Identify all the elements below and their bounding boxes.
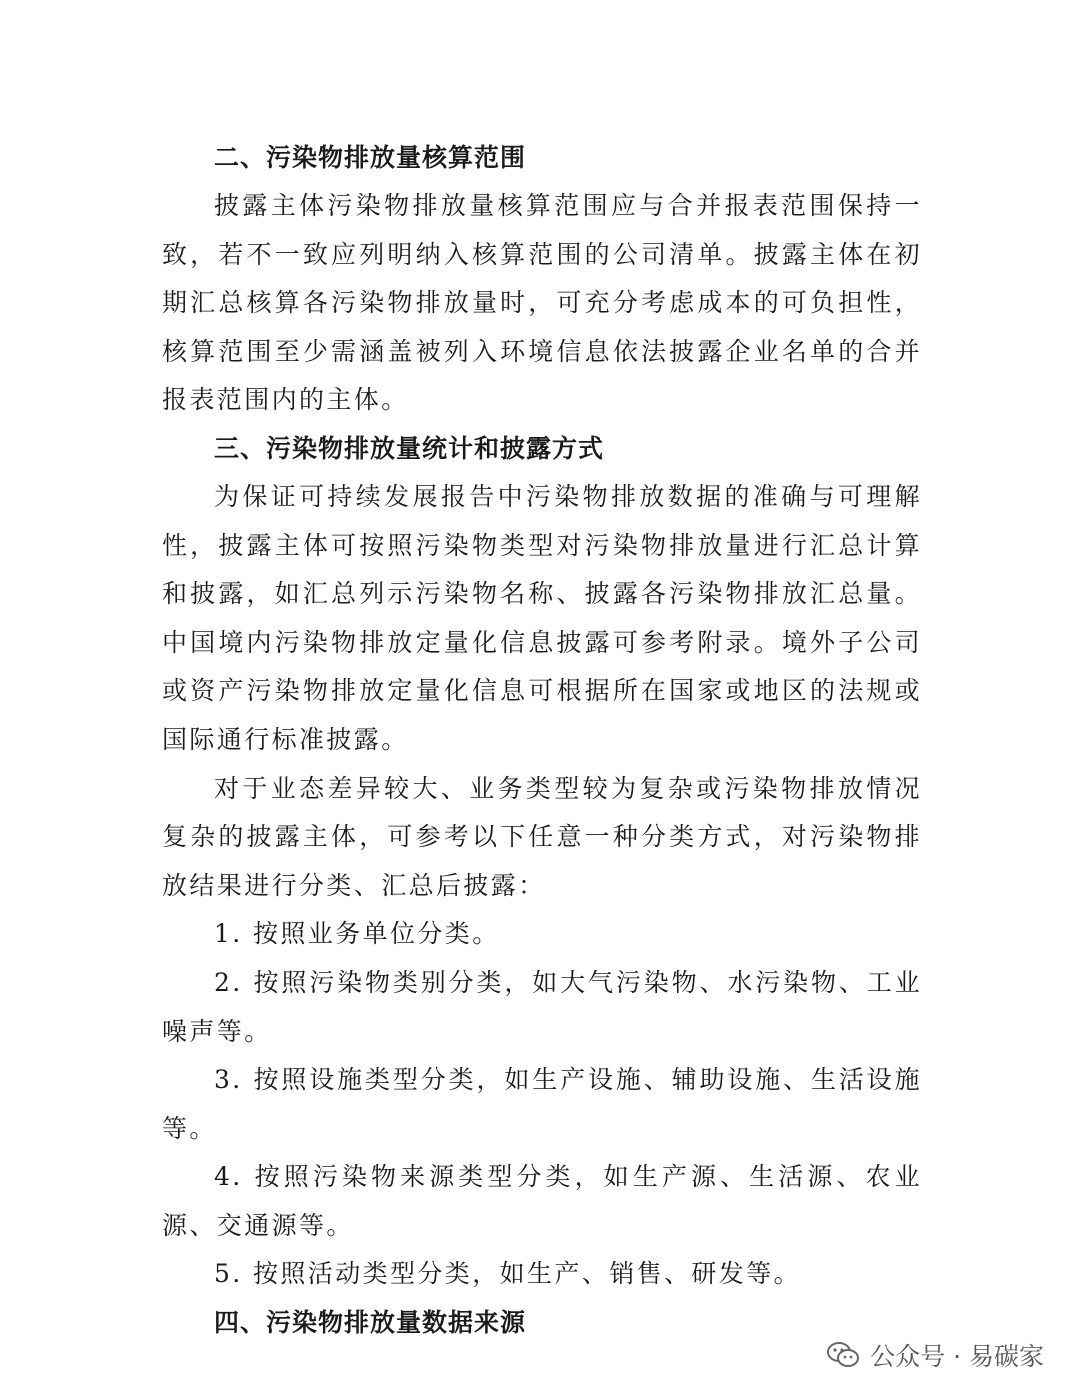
- watermark-text: 公众号 · 易碳家: [870, 1342, 1044, 1371]
- section-heading-2: 二、污染物排放量核算范围: [214, 143, 527, 172]
- list-item: 1. 按照业务单位分类。: [214, 919, 500, 949]
- section-3-paragraph-1: 为保证可持续发展报告中污染物排放数据的准确与可理解性，披露主体可按照污染物类型对污染物排放量进行汇总计算和披露，如汇总列示污染物名称、披露各污染物排放汇总量。中国境内污染物排放定量化信息披露可参考附录。境外子公司或资产污染物排放定量化信息可根据所在国家或地区的法规或国际通行标准披露。: [162, 481, 922, 754]
- wechat-watermark: [826, 1337, 1044, 1373]
- section-2-paragraph-1: 披露主体污染物排放量核算范围应与合并报表范围保持一致，若不一致应列明纳入核算范围的公司清单。披露主体在初期汇总核算各污染物排放量时，可充分考虑成本的可负担性，核算范围至少需涵盖被列入环境信息依法披露企业名单的合并报表范围内的主体。: [162, 191, 922, 415]
- section-3-paragraph-2: 对于业态差异较大、业务类型较为复杂或污染物排放情况复杂的披露主体，可参考以下任意一种分类方式，对污染物排放结果进行分类、汇总后披露：: [162, 773, 922, 900]
- list-item: 5. 按照活动类型分类，如生产、销售、研发等。: [214, 1259, 802, 1289]
- list-item: 4. 按照污染物来源类型分类，如生产源、生活源、农业源、交通源等。: [162, 1162, 922, 1240]
- wechat-icon: [826, 1341, 860, 1369]
- list-item: 2. 按照污染物类别分类，如大气污染物、水污染物、工业噪声等。: [162, 967, 922, 1046]
- section-heading-3: 三、污染物排放量统计和披露方式: [214, 433, 605, 463]
- list-item: 3. 按照设施类型分类，如生产设施、辅助设施、生活设施等。: [162, 1065, 922, 1143]
- document-page: [162, 134, 922, 1347]
- section-heading-4: 四、污染物排放量数据来源: [214, 1308, 527, 1338]
